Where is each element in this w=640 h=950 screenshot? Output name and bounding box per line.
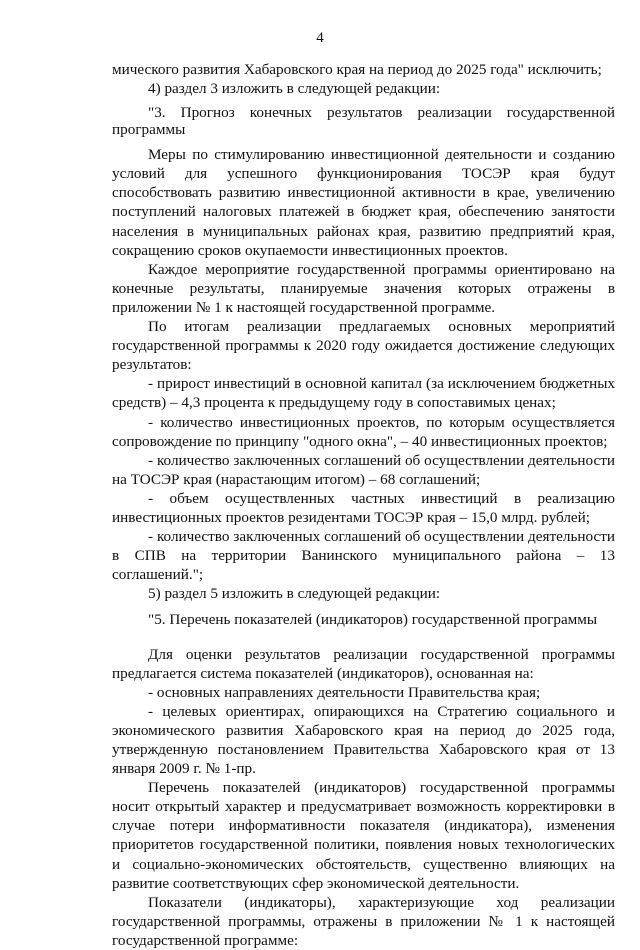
paragraph: Перечень показателей (индикаторов) государственной программы носит открытый характер и предусматривает возможность корректировки в случае потери информативности показателя (индикатора), изменения приоритетов государственной политики, появления новых технологических и социально-экономических обстоятельств, существенно влияющих на развитие соответствующих сфер экономической деятельности. [112, 779, 615, 892]
list-item: - прирост инвестиций в основной капитал (за исключением бюджетных средств) – 4,3 процента к предыдущему году в сопоставимых ценах; [112, 375, 615, 412]
paragraph: мического развития Хабаровского края на период до 2025 года" исключить; [112, 61, 602, 78]
list-item: - основных направлениях деятельности Правительства края; [148, 683, 541, 701]
paragraph: 4) раздел 3 изложить в следующей редакции: [148, 80, 441, 98]
page-number: 4 [316, 30, 324, 46]
paragraph: Показатели (индикаторы), характеризующие ход реализации государственной программы, отражены в приложении № 1 к настоящей государственной программе: [112, 893, 615, 949]
paragraph: Меры по стимулированию инвестиционной деятельности и созданию условий для успешного функционирования ТОСЭР края будут способствовать развитию инвестиционной активности в крае, увеличению поступлений налоговых платежей в бюджет края, обеспечению занятости населения в муниципальных районах края, развитию предприятий края, сокращению сроков окупаемости инвестиционных проектов. [112, 146, 615, 259]
document-body [112, 60, 615, 950]
list-item: - количество инвестиционных проектов, по которым осуществляется сопровождение по принципу "одного окна", – 40 инвестиционных проектов; [112, 413, 615, 450]
list-item: - объем осуществленных частных инвестиций в реализацию инвестиционных проектов резидентами ТОСЭР края – 15,0 млрд. рублей; [112, 489, 615, 526]
list-item: - количество заключенных соглашений об осуществлении деятельности в СПВ на территории Ванинского муниципального района – 13 соглашений."; [112, 528, 615, 584]
section-heading: "5. Перечень показателей (индикаторов) государственной программы [148, 611, 598, 629]
list-item: - количество заключенных соглашений об осуществлении деятельности на ТОСЭР края (нарастающим итогом) – 68 соглашений; [112, 451, 615, 488]
paragraph: 5) раздел 5 изложить в следующей редакции: [148, 585, 441, 603]
paragraph: Для оценки результатов реализации государственной программы предлагается система показателей (индикаторов), основанная на: [112, 645, 615, 682]
paragraph: Каждое мероприятие государственной программы ориентировано на конечные результаты, планируемые значения которых отражены в приложении № 1 к настоящей государственной программе. [112, 260, 615, 316]
paragraph: По итогам реализации предлагаемых основных мероприятий государственной программы к 2020 году ожидается достижение следующих результатов: [112, 318, 615, 374]
list-item: - целевых ориентирах, опирающихся на Стратегию социального и экономического развития Хабаровского края на период до 2025 года, утвержденную постановлением Правительства Хабаровского края от 13 января 2009 г. № 1-пр. [112, 702, 615, 778]
section-heading: "3. Прогноз конечных результатов реализации государственной программы [112, 104, 615, 138]
